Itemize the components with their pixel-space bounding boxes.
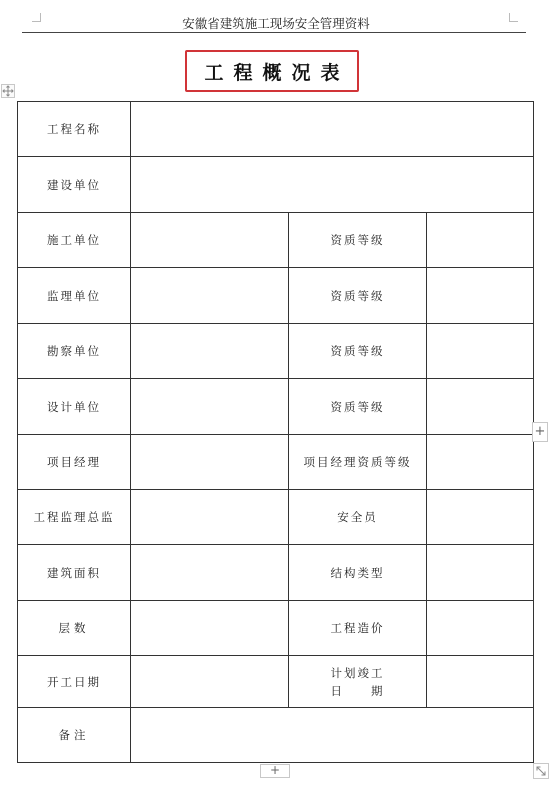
value-cell[interactable] — [131, 379, 289, 435]
resize-diagonal-icon — [534, 764, 548, 778]
value-cell[interactable] — [131, 656, 289, 708]
value-cell[interactable] — [427, 601, 534, 656]
value-cell[interactable] — [131, 545, 289, 601]
table-row — [18, 102, 534, 157]
value-cell[interactable] — [131, 435, 289, 490]
table-row — [18, 601, 534, 656]
table-row — [18, 708, 534, 763]
label-line: 日 期 — [330, 683, 385, 698]
label-cell: 工程造价 — [289, 601, 427, 656]
move-arrows-icon — [2, 85, 14, 97]
project-name-cell[interactable] — [131, 102, 534, 157]
table-row — [18, 656, 534, 708]
label-cell: 工程名称 — [18, 102, 131, 157]
header-divider — [22, 32, 526, 33]
table-row — [18, 268, 534, 324]
label-cell: 资质等级 — [289, 379, 427, 435]
value-cell[interactable] — [427, 490, 534, 545]
value-cell[interactable] — [427, 268, 534, 324]
value-cell[interactable] — [131, 324, 289, 379]
table-move-handle[interactable] — [1, 84, 15, 98]
label-cell: 项目经理资质等级 — [289, 435, 427, 490]
label-cell: 建设单位 — [18, 157, 131, 213]
label-cell: 工程监理总监 — [18, 490, 131, 545]
client-unit-cell[interactable] — [131, 157, 534, 213]
value-cell[interactable] — [427, 213, 534, 268]
table-resize-handle[interactable] — [533, 763, 549, 779]
label-cell: 项目经理 — [18, 435, 131, 490]
label-cell: 资质等级 — [289, 213, 427, 268]
add-row-button[interactable]: + — [260, 764, 290, 778]
label-cell: 备注 — [18, 708, 131, 763]
label-cell: 建筑面积 — [18, 545, 131, 601]
label-cell: 施工单位 — [18, 213, 131, 268]
table-row — [18, 213, 534, 268]
value-cell[interactable] — [131, 268, 289, 324]
value-cell[interactable] — [131, 213, 289, 268]
table-row — [18, 157, 534, 213]
page-header-title: 安徽省建筑施工现场安全管理资料 — [182, 16, 370, 31]
label-cell: 开工日期 — [18, 656, 131, 708]
add-column-button[interactable]: + — [532, 422, 548, 442]
label-cell — [289, 656, 427, 708]
table-row — [18, 490, 534, 545]
table-row — [18, 379, 534, 435]
label-cell: 勘察单位 — [18, 324, 131, 379]
value-cell[interactable] — [131, 490, 289, 545]
value-cell[interactable] — [427, 656, 534, 708]
value-cell[interactable] — [427, 324, 534, 379]
table-row — [18, 324, 534, 379]
value-cell[interactable] — [427, 379, 534, 435]
table-row — [18, 545, 534, 601]
remarks-cell[interactable] — [131, 708, 534, 763]
label-cell: 安全员 — [289, 490, 427, 545]
label-cell: 设计单位 — [18, 379, 131, 435]
label-cell: 监理单位 — [18, 268, 131, 324]
value-cell[interactable] — [131, 601, 289, 656]
project-overview-table — [17, 101, 534, 763]
label-cell: 资质等级 — [289, 268, 427, 324]
table-row — [18, 435, 534, 490]
document-title[interactable]: 工程概况表 — [185, 50, 359, 92]
label-cell: 层数 — [18, 601, 131, 656]
label-cell: 资质等级 — [289, 324, 427, 379]
value-cell[interactable] — [427, 435, 534, 490]
label-line: 计划竣工 — [330, 665, 385, 680]
label-cell: 结构类型 — [289, 545, 427, 601]
value-cell[interactable] — [427, 545, 534, 601]
